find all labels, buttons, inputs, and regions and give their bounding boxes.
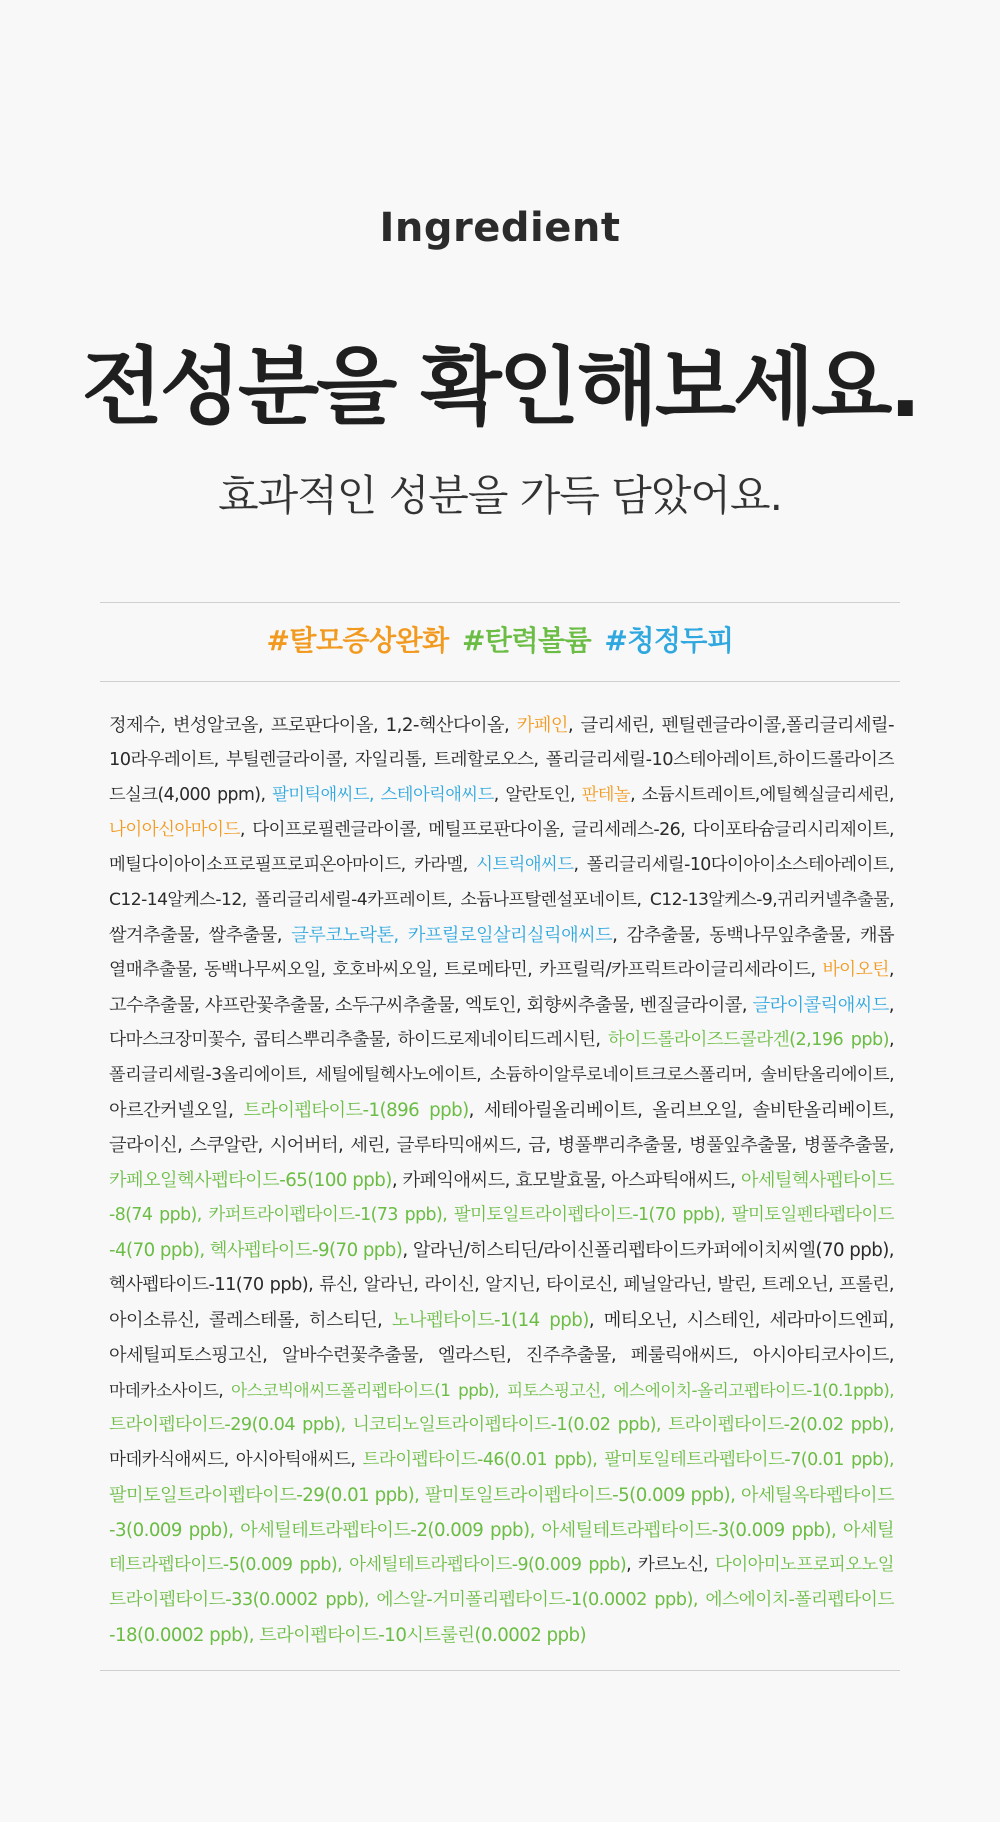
- highlighted-ingredient: -4(70 ppb), 헥사펩타이드-9(70 ppb): [109, 1240, 403, 1261]
- highlighted-ingredient: -8(74 ppb), 카퍼트라이펩타이드-1(73 ppb), 팔미토일트라이펩타이드-1(70 ppb), 팔미토일펜타펩타이드: [109, 1205, 894, 1225]
- ingredient-line: [109, 1583, 894, 1618]
- ingredient-line: [109, 708, 894, 743]
- highlighted-ingredient: 테트라펩타이드-5(0.009 ppb), 아세틸테트라펩타이드-9(0.009 ppb): [109, 1555, 627, 1575]
- ingredient-line: [109, 813, 894, 848]
- ingredient-text: 열매추출물, 동백나무씨오일, 호호바씨오일, 트로메타민, 카프릴릭/카프릭트라이글리세라이드,: [109, 960, 823, 980]
- ingredient-text: , 세테아릴올리베이트, 올리브오일, 솔비탄올리베이트,: [468, 1100, 894, 1121]
- highlighted-ingredient: 하이드롤라이즈드콜라겐(2,196 ppb): [607, 1030, 889, 1050]
- ingredient-text: 10라우레이트, 부틸렌글라이콜, 자일리톨, 트레할로오스, 폴리글리세릴-10스테아레이트,하이드롤라이즈: [109, 750, 894, 770]
- ingredient-line: [109, 1023, 894, 1058]
- ingredient-text: , 다이프로필렌글라이콜, 메틸프로판다이올, 글리세레스-26, 다이포타슘글리시리제이트,: [239, 820, 894, 840]
- hashtag-volume: #탄력볼륨: [461, 624, 592, 657]
- highlighted-ingredient: 팔미토일트라이펩타이드-29(0.01 ppb), 팔미토일트라이펩타이드-5(0.009 ppb), 아세틸옥타펩타이드: [109, 1485, 894, 1506]
- highlighted-ingredient: 글라이콜릭애씨드: [752, 995, 889, 1016]
- ingredient-text: , 카페익애씨드, 효모발효물, 아스파틱애씨드,: [391, 1170, 741, 1191]
- ingredient-line: [109, 1303, 894, 1338]
- highlighted-ingredient: 글루코노락톤, 카프릴로일살리실릭애씨드: [291, 925, 613, 946]
- hashtag-row: [0, 619, 1000, 659]
- ingredient-line: [109, 918, 894, 953]
- ingredient-line: [109, 1478, 894, 1513]
- ingredient-text: ,: [888, 960, 894, 980]
- ingredient-text: 글라이신, 스쿠알란, 시어버터, 세린, 글루타믹애씨드, 금, 병풀뿌리추출물, 병풀잎추출물, 병풀추출물,: [109, 1135, 894, 1156]
- ingredient-line: [109, 1338, 894, 1373]
- divider-bottom: [100, 1670, 900, 1671]
- ingredient-line: [109, 848, 894, 883]
- ingredient-text: C12-14알케스-12, 폴리글리세릴-4카프레이트, 소듐나프탈렌설포네이트, C12-13알케스-9,귀리커넬추출물,: [109, 890, 894, 910]
- highlighted-ingredient: 트라이펩타이드-1(896 ppb): [243, 1100, 469, 1121]
- ingredient-line: [109, 743, 894, 778]
- divider-middle: [100, 681, 900, 682]
- ingredient-text: 폴리글리세릴-3올리에이트, 세틸에틸헥사노에이트, 소듐하이알루로네이트크로스폴리머, 솔비탄올리에이트,: [109, 1065, 894, 1085]
- highlighted-ingredient: 카페오일헥사펩타이드-65(100 ppb): [109, 1170, 392, 1191]
- highlighted-ingredient: 나이아신아마이드: [109, 820, 240, 840]
- ingredient-line: [109, 1058, 894, 1093]
- highlighted-ingredient: -3(0.009 ppb), 아세틸테트라펩타이드-2(0.009 ppb), 아세틸테트라펩타이드-3(0.009 ppb), 아세틸: [109, 1520, 894, 1541]
- ingredient-line: [109, 1373, 894, 1408]
- highlighted-ingredient: 트라이펩타이드-46(0.01 ppb), 팔미토일테트라펩타이드-7(0.01 ppb),: [362, 1450, 894, 1470]
- ingredient-line: [109, 1093, 894, 1128]
- highlighted-ingredient: 아스코빅애씨드폴리펩타이드(1 ppb), 피토스핑고신, 에스에이치-올리고펩타이드-1(0.1ppb),: [231, 1380, 894, 1400]
- ingredient-line: [109, 1513, 894, 1548]
- ingredient-list: [109, 708, 894, 1653]
- highlighted-ingredient: 카페인: [516, 715, 568, 736]
- ingredient-text: 쌀겨추출물, 쌀추출물,: [109, 925, 292, 946]
- ingredient-line: [109, 1233, 894, 1268]
- ingredient-text: ,: [888, 1030, 895, 1050]
- highlighted-ingredient: 다이아미노프로피오노일: [715, 1555, 894, 1575]
- ingredient-line: [109, 1408, 894, 1443]
- highlighted-ingredient: 팔미틱애씨드, 스테아릭애씨드: [272, 785, 494, 805]
- highlighted-ingredient: 아세틸헥사펩타이드: [740, 1170, 894, 1191]
- highlighted-ingredient: 시트릭애씨드: [476, 855, 574, 875]
- ingredient-text: 마데카식애씨드, 아시아틱애씨드,: [109, 1450, 363, 1470]
- ingredient-line: [109, 1163, 894, 1198]
- highlighted-ingredient: 바이오틴: [822, 960, 889, 980]
- ingredient-text: , 감추출물, 동백나무잎추출물, 캐롭: [612, 925, 895, 946]
- ingredient-line: [109, 1548, 894, 1583]
- highlighted-ingredient: 트라이펩타이드-33(0.0002 ppb), 에스알-거미폴리펩타이드-1(0.0002 ppb), 에스에이치-폴리펩타이드: [109, 1590, 894, 1610]
- ingredient-line: [109, 1443, 894, 1478]
- ingredient-text: , 알라닌/히스티딘/라이신폴리펩타이드카퍼에이치씨엘(70 ppb),: [402, 1240, 894, 1261]
- ingredient-text: 마데카소사이드,: [109, 1380, 232, 1400]
- ingredient-line: [109, 883, 894, 918]
- highlighted-ingredient: 노나펩타이드-1(14 ppb): [391, 1310, 589, 1331]
- ingredient-text: , 폴리글리세릴-10다이아이소스테아레이트,: [573, 855, 894, 875]
- ingredient-text: , 카르노신,: [626, 1555, 716, 1575]
- ingredient-line: [109, 1128, 894, 1163]
- ingredient-line: [109, 988, 894, 1023]
- divider-top: [100, 602, 900, 603]
- ingredient-text: 고수추출물, 샤프란꽃추출물, 소두구씨추출물, 엑토인, 회향씨추출물, 벤질글라이콜,: [109, 995, 753, 1016]
- ingredient-text: ,: [888, 995, 894, 1016]
- ingredient-text: , 알란토인,: [493, 785, 582, 805]
- ingredient-text: 드실크(4,000 ppm),: [109, 785, 273, 805]
- ingredient-text: 아이소류신, 콜레스테롤, 히스티딘,: [109, 1310, 392, 1331]
- ingredient-text: , 글리세린, 펜틸렌글라이콜,폴리글리세릴-: [567, 715, 894, 736]
- highlighted-ingredient: -18(0.0002 ppb), 트라이펩타이드-10시트룰린(0.0002 ppb): [109, 1625, 587, 1646]
- ingredient-line: [109, 1268, 894, 1303]
- page-title: 전성분을 확인해보세요.: [81, 338, 919, 436]
- highlighted-ingredient: 트라이펩타이드-29(0.04 ppb), 니코티노일트라이펩타이드-1(0.02 ppb), 트라이펩타이드-2(0.02 ppb),: [109, 1415, 894, 1435]
- ingredient-line: [109, 953, 894, 988]
- ingredient-text: 아세틸피토스핑고신, 알바수련꽃추출물, 엘라스틴, 진주추출물, 페룰릭애씨드, 아시아티코사이드,: [109, 1345, 894, 1366]
- ingredient-text: 메틸다이아이소프로필프로피온아마이드, 카라멜,: [109, 855, 477, 875]
- ingredient-line: [109, 778, 894, 813]
- ingredient-text: , 소듐시트레이트,에틸헥실글리세린,: [630, 785, 894, 805]
- page-subtitle: 효과적인 성분을 가득 담았어요.: [218, 471, 782, 520]
- ingredient-text: 다마스크장미꽃수, 콥티스뿌리추출물, 하이드로제네이티드레시틴,: [109, 1030, 608, 1050]
- ingredient-line: [109, 1618, 894, 1653]
- ingredient-line: [109, 1198, 894, 1233]
- hashtag-clean-scalp: #청정두피: [604, 624, 734, 657]
- highlighted-ingredient: 판테놀: [581, 785, 631, 805]
- ingredient-text: 아르간커넬오일,: [109, 1100, 244, 1121]
- ingredient-text: , 메티오닌, 시스테인, 세라마이드엔피,: [588, 1310, 895, 1331]
- ingredient-text: 헥사펩타이드-11(70 ppb), 류신, 알라닌, 라이신, 알지닌, 타이로신, 페닐알라닌, 발린, 트레오닌, 프롤린,: [109, 1275, 894, 1295]
- hashtag-hair-loss: #탈모증상완화: [266, 624, 449, 657]
- ingredient-text: 정제수, 변성알코올, 프로판다이올, 1,2-헥산다이올,: [109, 715, 517, 736]
- section-eyebrow: Ingredient: [379, 205, 621, 251]
